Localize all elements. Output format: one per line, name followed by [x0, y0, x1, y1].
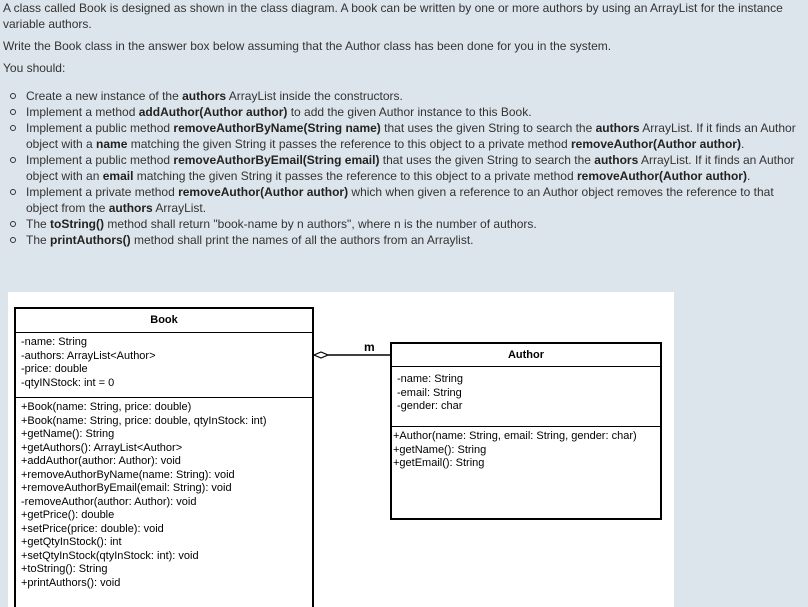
text-run: which when given a reference to an Author object removes the reference to that object from the	[26, 185, 774, 215]
bold-term: name	[96, 137, 128, 151]
book-class-box	[14, 307, 314, 607]
book-operation: +addAuthor(author: Author): void	[21, 455, 181, 467]
book-attributes	[16, 333, 312, 398]
text-run: ArrayList. If it finds an Author object with a	[26, 121, 796, 151]
text-run: Create a new instance of the	[26, 89, 183, 103]
text-run: method shall return "book-name by n authors", where n is the number of authors.	[104, 217, 537, 231]
requirement-item	[0, 88, 800, 104]
write-instruction: Write the Book class in the answer box below assuming that the Author class has been done for you in the system.	[3, 39, 612, 53]
text-run: A class called Book is designed as shown in the class diagram. A book can be written by one or more authors by using an ArrayList for the instance variable authors.	[3, 1, 783, 31]
author-class-name: Author	[392, 344, 660, 367]
requirement-item	[0, 216, 800, 232]
text-run: that uses the given String to search the	[379, 153, 595, 167]
book-attribute: -price: double	[21, 363, 88, 375]
book-operation: +getName(): String	[21, 428, 115, 440]
requirement-item	[0, 232, 800, 248]
text-run: to add the given Author instance to this Book.	[287, 105, 532, 119]
book-operation: +setQtyInStock(qtyInStock: int): void	[21, 549, 199, 562]
intro-paragraph	[3, 0, 803, 32]
text-run: The	[26, 217, 51, 231]
book-operation: +Book(name: String, price: double)	[21, 401, 192, 413]
bold-term: email	[102, 169, 134, 183]
text-run: .	[746, 169, 751, 183]
author-attribute: -email: String	[397, 386, 462, 399]
should-label: You should:	[3, 61, 66, 75]
book-operation: -removeAuthor(author: Author): void	[21, 495, 197, 508]
requirement-item	[0, 152, 800, 184]
author-attributes	[392, 367, 660, 427]
book-operation: +removeAuthorByName(name: String): void	[21, 468, 235, 481]
bold-term: addAuthor(Author author)	[138, 105, 288, 119]
bold-term: removeAuthor(Author author)	[178, 185, 349, 199]
aggregation-diamond-icon	[314, 352, 328, 358]
requirement-item	[0, 184, 800, 216]
bold-term: removeAuthor(Author author)	[576, 169, 747, 183]
author-attribute: -gender: char	[397, 400, 463, 412]
book-operation: +getAuthors(): ArrayList<Author>	[21, 441, 183, 454]
text-run: The	[26, 233, 51, 247]
text-run: that uses the given String to search the	[380, 121, 596, 135]
requirement-item	[0, 120, 800, 152]
bold-term: authors	[594, 153, 639, 167]
bold-term: removeAuthorByEmail(String email)	[173, 153, 380, 167]
requirements-list	[0, 88, 800, 248]
bold-term: removeAuthor(Author author)	[570, 137, 741, 151]
book-attribute: -name: String	[21, 336, 88, 348]
text-run: Implement a method	[26, 105, 139, 119]
text-run: ArrayList.	[152, 201, 207, 215]
text-run: Implement a private method	[26, 185, 179, 199]
book-attribute: -authors: ArrayList<Author>	[21, 349, 156, 362]
author-operation: +getEmail(): String	[393, 457, 485, 469]
text-run: .	[740, 137, 745, 151]
bold-term: removeAuthorByName(String name)	[173, 121, 381, 135]
multiplicity-label: m	[364, 340, 375, 354]
class-diagram	[8, 292, 674, 607]
bold-term: authors	[182, 89, 227, 103]
bold-term: authors	[108, 201, 153, 215]
book-attribute: -qtyINStock: int = 0	[21, 376, 115, 389]
text-run: Implement a public method	[26, 121, 174, 135]
book-operation: +removeAuthorByEmail(email: String): void	[21, 482, 232, 494]
text-run: matching the given String it passes the reference to this object to a private method	[133, 169, 577, 183]
bold-term: authors	[595, 121, 640, 135]
author-operation: +getName(): String	[393, 443, 487, 456]
book-operation: +getPrice(): double	[21, 509, 115, 521]
requirement-item	[0, 104, 800, 120]
book-operation: +toString(): String	[21, 563, 108, 575]
book-class-name: Book	[16, 309, 312, 333]
text-run: matching the given String it passes the reference to this object to a private method	[127, 137, 571, 151]
book-operation: +Book(name: String, price: double, qtyInStock: int)	[21, 414, 267, 427]
book-operation: +printAuthors(): void	[21, 576, 121, 589]
author-operations	[392, 427, 660, 474]
book-operations	[16, 398, 312, 593]
author-operation: +Author(name: String, email: String, gender: char)	[393, 430, 637, 442]
text-run: Implement a public method	[26, 153, 174, 167]
text-run: ArrayList. If it finds an Author object with an	[26, 153, 795, 183]
text-run: method shall print the names of all the authors from an Arraylist.	[130, 233, 474, 247]
book-operation: +getQtyInStock(): int	[21, 536, 122, 548]
author-attribute: -name: String	[397, 373, 464, 385]
text-run: ArrayList inside the constructors.	[226, 89, 403, 103]
book-operation: +setPrice(price: double): void	[21, 522, 164, 535]
author-class-box	[390, 342, 662, 520]
bold-term: toString()	[50, 217, 104, 231]
bold-term: printAuthors()	[50, 233, 131, 247]
